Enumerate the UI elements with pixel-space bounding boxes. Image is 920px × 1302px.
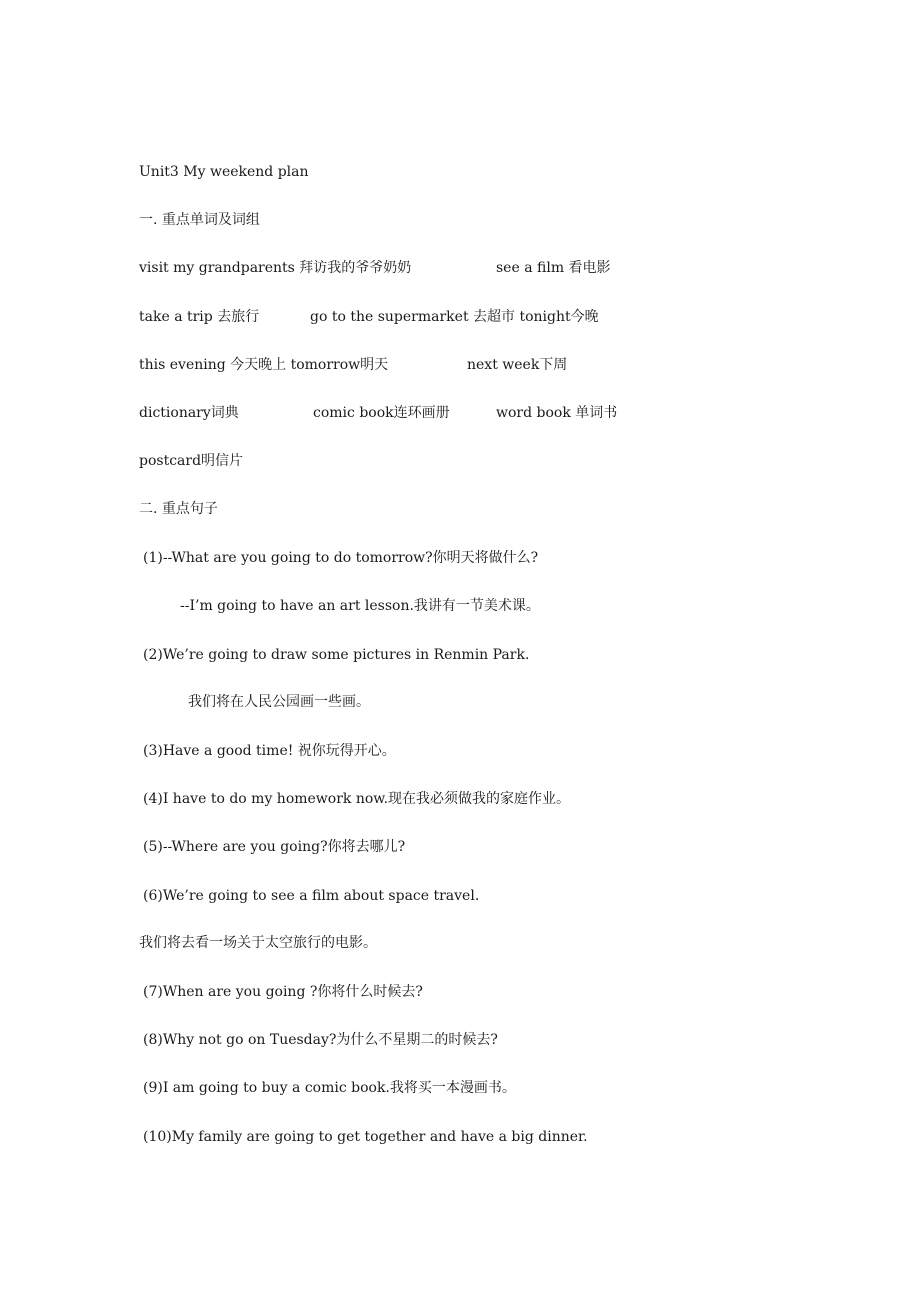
page-title: Unit3 My weekend plan bbox=[139, 164, 309, 180]
section-heading-vocabulary: 一. 重点单词及词组 bbox=[139, 212, 260, 228]
vocab-item: next week下周 bbox=[467, 357, 568, 373]
vocab-item: visit my grandparents 拜访我的爷爷奶奶 bbox=[139, 260, 412, 276]
vocab-item: comic book连环画册 bbox=[313, 405, 450, 421]
vocab-item: word book 单词书 bbox=[496, 405, 618, 421]
section-heading-sentences: 二. 重点句子 bbox=[139, 501, 218, 517]
sentence-line: (10)My family are going to get together and have a big dinner. bbox=[143, 1129, 588, 1145]
sentence-line: (3)Have a good time! 祝你玩得开心。 bbox=[143, 743, 396, 759]
vocab-item: see a film 看电影 bbox=[496, 260, 611, 276]
sentence-line: (9)I am going to buy a comic book.我将买一本漫画书。 bbox=[143, 1080, 516, 1096]
vocab-item: take a trip 去旅行 bbox=[139, 309, 260, 325]
sentence-line: (4)I have to do my homework now.现在我必须做我的家庭作业。 bbox=[143, 791, 571, 807]
sentence-translation: 我们将去看一场关于太空旅行的电影。 bbox=[139, 935, 377, 951]
sentence-line: (1)--What are you going to do tomorrow?你明天将做什么? bbox=[143, 550, 539, 566]
vocab-item: go to the supermarket 去超市 tonight今晚 bbox=[310, 309, 599, 325]
sentence-line: (8)Why not go on Tuesday?为什么不星期二的时候去? bbox=[143, 1032, 498, 1048]
sentence-line: (7)When are you going ?你将什么时候去? bbox=[143, 984, 423, 1000]
vocab-item: this evening 今天晚上 tomorrow明天 bbox=[139, 357, 389, 373]
vocab-item: postcard明信片 bbox=[139, 453, 244, 469]
sentence-translation: 我们将在人民公园画一些画。 bbox=[188, 694, 370, 710]
sentence-line: (2)We’re going to draw some pictures in Renmin Park. bbox=[143, 647, 530, 663]
sentence-line: (6)We’re going to see a film about space travel. bbox=[143, 888, 480, 904]
sentence-line: (5)--Where are you going?你将去哪儿? bbox=[143, 839, 406, 855]
vocab-item: dictionary词典 bbox=[139, 405, 239, 421]
sentence-line: --I’m going to have an art lesson.我讲有一节美术课。 bbox=[180, 598, 540, 614]
